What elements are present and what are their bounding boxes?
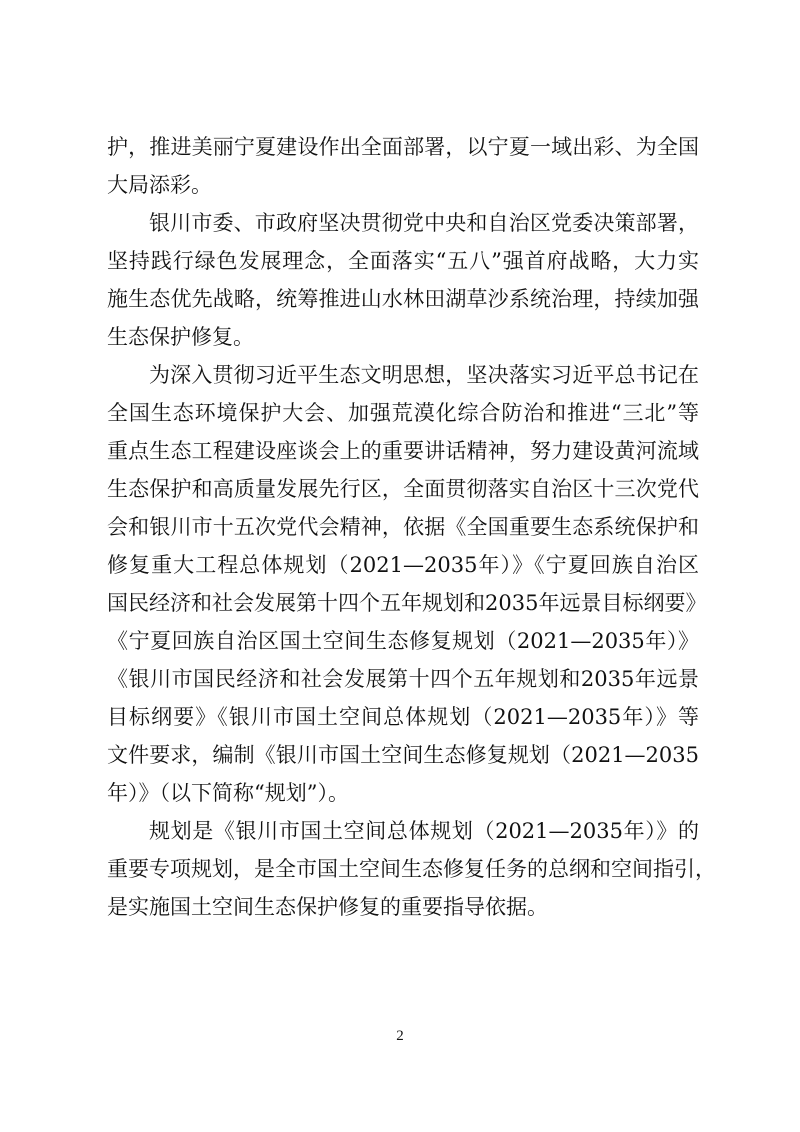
paragraph-2-line-2: 坚持践行绿色发展理念，全面落实“五八”强首府战略，大力实 [107, 249, 699, 273]
paragraph-1-line-2: 大局添彩。 [107, 173, 212, 197]
paragraph-2-line-3: 施生态优先战略，统筹推进山水林田湖草沙系统治理，持续加强 [107, 287, 699, 311]
paragraph-3-line-12: 年）》（以下简称“规划”）。 [107, 781, 349, 805]
paragraph-1-line-1: 护，推进美丽宁夏建设作出全面部署，以宁夏一域出彩、为全国 [107, 135, 699, 159]
paragraph-2-line-4: 生态保护修复。 [107, 325, 254, 349]
paragraph-3-line-9: 《银川市国民经济和社会发展第十四个五年规划和2035年远景 [107, 667, 699, 691]
paragraph-3-line-10: 目标纲要》《银川市国土空间总体规划（2021—2035年）》等 [107, 705, 699, 729]
paragraph-3-line-2: 全国生态环境保护大会、加强荒漠化综合防治和推进“三北”等 [107, 401, 699, 425]
paragraph-4-line-2: 重要专项规划，是全市国土空间生态修复任务的总纲和空间指引， [107, 857, 716, 881]
paragraph-3-line-8: 《宁夏回族自治区国土空间生态修复规划（2021—2035年）》 [107, 629, 699, 653]
page-number: 2 [396, 1028, 404, 1044]
paragraph-3-line-5: 会和银川市十五次党代会精神，依据《全国重要生态系统保护和 [107, 515, 699, 539]
paragraph-2-line-1: 银川市委、市政府坚决贯彻党中央和自治区党委决策部署， [149, 211, 699, 235]
paragraph-3-line-11: 文件要求，编制《银川市国土空间生态修复规划（2021—2035 [107, 743, 699, 767]
paragraph-3-line-6: 修复重大工程总体规划（2021—2035年）》《宁夏回族自治区 [107, 553, 699, 577]
paragraph-4-line-3: 是实施国土空间生态保护修复的重要指导依据。 [107, 895, 548, 919]
paragraph-3-line-1: 为深入贯彻习近平生态文明思想，坚决落实习近平总书记在 [149, 363, 699, 387]
paragraph-3-line-3: 重点生态工程建设座谈会上的重要讲话精神，努力建设黄河流域 [107, 439, 699, 463]
paragraph-4-line-1: 规划是《银川市国土空间总体规划（2021—2035年）》的 [149, 819, 699, 843]
paragraph-3-line-7: 国民经济和社会发展第十四个五年规划和2035年远景目标纲要》 [107, 591, 707, 615]
paragraph-3-line-4: 生态保护和高质量发展先行区，全面贯彻落实自治区十三次党代 [107, 477, 699, 501]
